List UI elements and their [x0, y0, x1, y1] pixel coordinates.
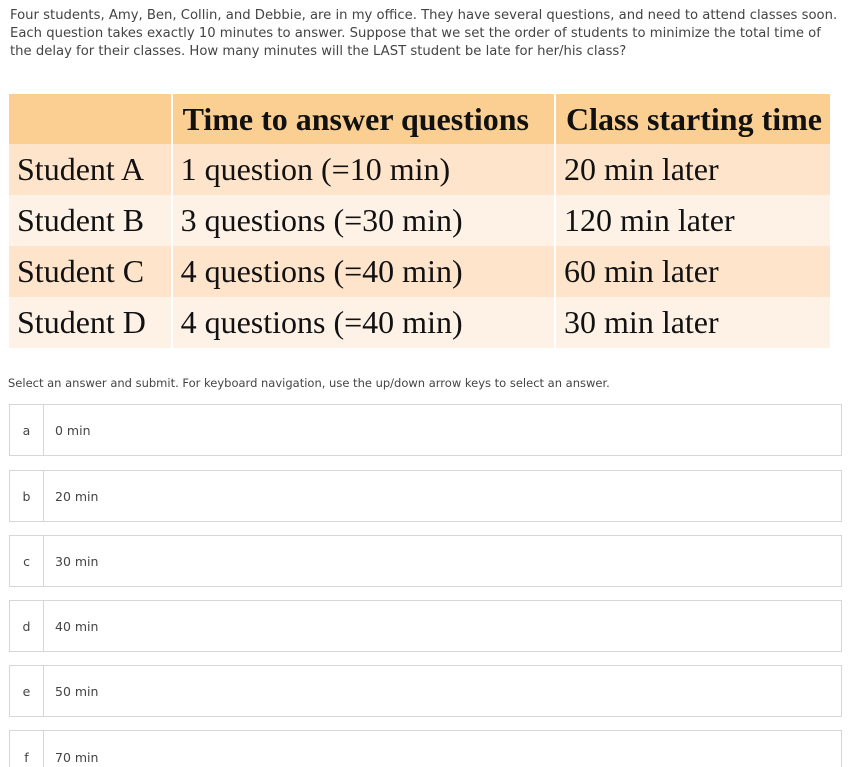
option-label: 40 min — [55, 618, 99, 634]
table-cell: 3 questions (=30 min) — [172, 195, 555, 246]
table-cell: Student A — [17, 151, 145, 187]
data-table — [9, 94, 830, 348]
table-cell: Student C — [17, 253, 145, 289]
table-header-cell: Class starting time — [555, 94, 830, 144]
question-text: Four students, Amy, Ben, Collin, and Debbie, are in my office. They have several questions, and need to attend classes soon. Each question takes exactly 10 minutes to answer. Suppose that we set the order of students to minimize the total time of the delay for their classes. How many minutes will the LAST student be late for her/his class? — [10, 8, 838, 59]
table-cell: 60 min later — [555, 246, 830, 297]
table-header-row — [9, 94, 830, 144]
table-cell: 4 questions (=40 min) — [172, 246, 555, 297]
answer-option-e[interactable] — [9, 665, 842, 717]
answer-option-a[interactable] — [9, 404, 842, 456]
table-row — [9, 246, 830, 297]
option-label: 20 min — [55, 488, 99, 504]
table-row — [9, 144, 830, 195]
option-letter: e — [10, 666, 44, 716]
table-cell: 4 questions (=40 min) — [172, 297, 555, 348]
option-letter: a — [10, 405, 44, 455]
table-row — [9, 297, 830, 348]
option-letter: c — [10, 536, 44, 586]
table-cell: 30 min later — [555, 297, 830, 348]
option-label: 70 min — [55, 750, 99, 765]
answer-option-c[interactable] — [9, 535, 842, 587]
table-cell: 20 min later — [555, 144, 830, 195]
option-label: 0 min — [55, 422, 91, 438]
answer-option-b[interactable] — [9, 470, 842, 522]
option-letter: f — [10, 731, 44, 767]
option-letter: d — [10, 601, 44, 651]
instructions-text: Select an answer and submit. For keyboard navigation, use the up/down arrow keys to select an answer. — [8, 376, 610, 390]
table-cell: 1 question (=10 min) — [172, 144, 555, 195]
option-label: 50 min — [55, 683, 99, 699]
option-label: 30 min — [55, 553, 99, 569]
table-cell: Student B — [17, 202, 145, 238]
option-letter: b — [10, 471, 44, 521]
table-row — [9, 195, 830, 246]
table-header-cell: Time to answer questions — [172, 94, 555, 144]
table-cell: 120 min later — [555, 195, 830, 246]
table-cell: Student D — [17, 304, 146, 340]
answer-option-f[interactable] — [9, 730, 842, 767]
table-header-cell — [9, 94, 172, 144]
answer-option-d[interactable] — [9, 600, 842, 652]
